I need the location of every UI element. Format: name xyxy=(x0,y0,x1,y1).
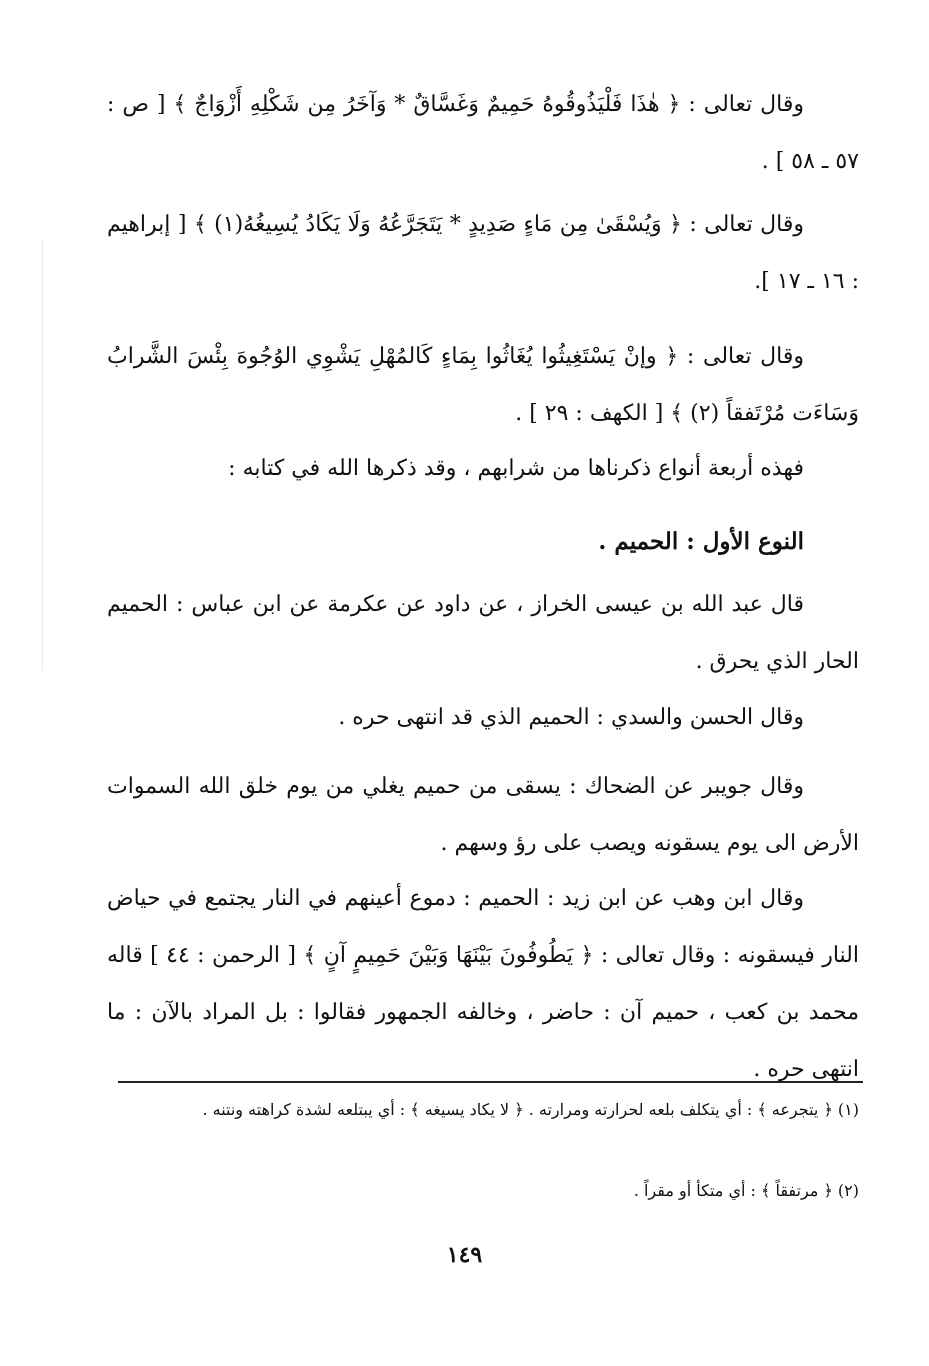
paragraph-juwaybir: وقال جويبر عن الضحاك : يسقى من حميم يغلي من يوم خلق الله السموات الأرض الى يوم يسقونه ويصب على رؤ وسهم . xyxy=(107,774,859,856)
paragraph-quran-ibrahim: وقال تعالى : ﴿ وَيُسْقَىٰ مِن مَاءٍ صَدِيدٍ * يَتَجَرَّعُهُ وَلَا يَكَادُ يُسِيغُهُ(١) ﴾ [ إبراهيم : ١٦ ـ ١٧ ]. xyxy=(107,212,859,294)
footnote-divider xyxy=(118,1081,863,1083)
footnote-2: (٢) ﴿ مرتفقاً ﴾ : أي متكأ أو مقراً . xyxy=(633,1181,859,1200)
paragraph-hasan-suddi: وقال الحسن والسدي : الحميم الذي قد انتهى حره . xyxy=(338,705,804,730)
paragraph-quran-sad: وقال تعالى : ﴿ هٰذَا فَلْيَذُوقُوهُ حَمِيمٌ وَغَسَّاقٌ * وَآخَرُ مِن شَكْلِهِ أَزْوَاجٌ ﴾ [ ص : ٥٧ ـ ٥٨ ] . xyxy=(107,92,859,174)
paragraph-quran-kahf: وقال تعالى : ﴿ وإنْ يَسْتَغِيثُوا يُغَاثُوا بِمَاءٍ كَالمُهْلِ يَشْوِي الوُجُوهَ بِئْسَ الشَّرابُ وَسَاءَت مُرْتَفقاً (٢) ﴾ [ الكهف : ٢٩ ] . xyxy=(107,344,859,426)
paragraph-four-types: فهذه أربعة أنواع ذكرناها من شرابهم ، وقد ذكرها الله في كتابه : xyxy=(228,456,804,481)
margin-shadow xyxy=(42,240,43,670)
page-number: ١٤٩ xyxy=(446,1242,483,1268)
section-heading: النوع الأول : الحميم . xyxy=(598,528,804,555)
paragraph-ibn-wahb: وقال ابن وهب عن ابن زيد : الحميم : دموع أعينهم في النار يجتمع في حياض النار فيسقونه : وقال تعالى : ﴿ يَطُوفُونَ بَيْنَهَا وَبَيْنَ حَمِيمٍ آنٍ ﴾ [ الرحمن : ٤٤ ] قاله محمد بن كعب ، حميم آن : حاضر ، وخالفه الجمهور فقالوا : بل المراد بالآن : ما انتهى حره . xyxy=(107,886,859,1082)
footnote-1: (١) ﴿ يتجرعه ﴾ : أي يتكلف بلعه لحرارته ومرارته . ﴿ لا يكاد يسيغه ﴾ : أي يبتلعه لشدة كراهته ونتنه . xyxy=(202,1100,859,1119)
paragraph-ibn-abbas: قال عبد الله بن عيسى الخراز ، عن داود عن عكرمة عن ابن عباس : الحميم الحار الذي يحرق . xyxy=(107,592,859,674)
